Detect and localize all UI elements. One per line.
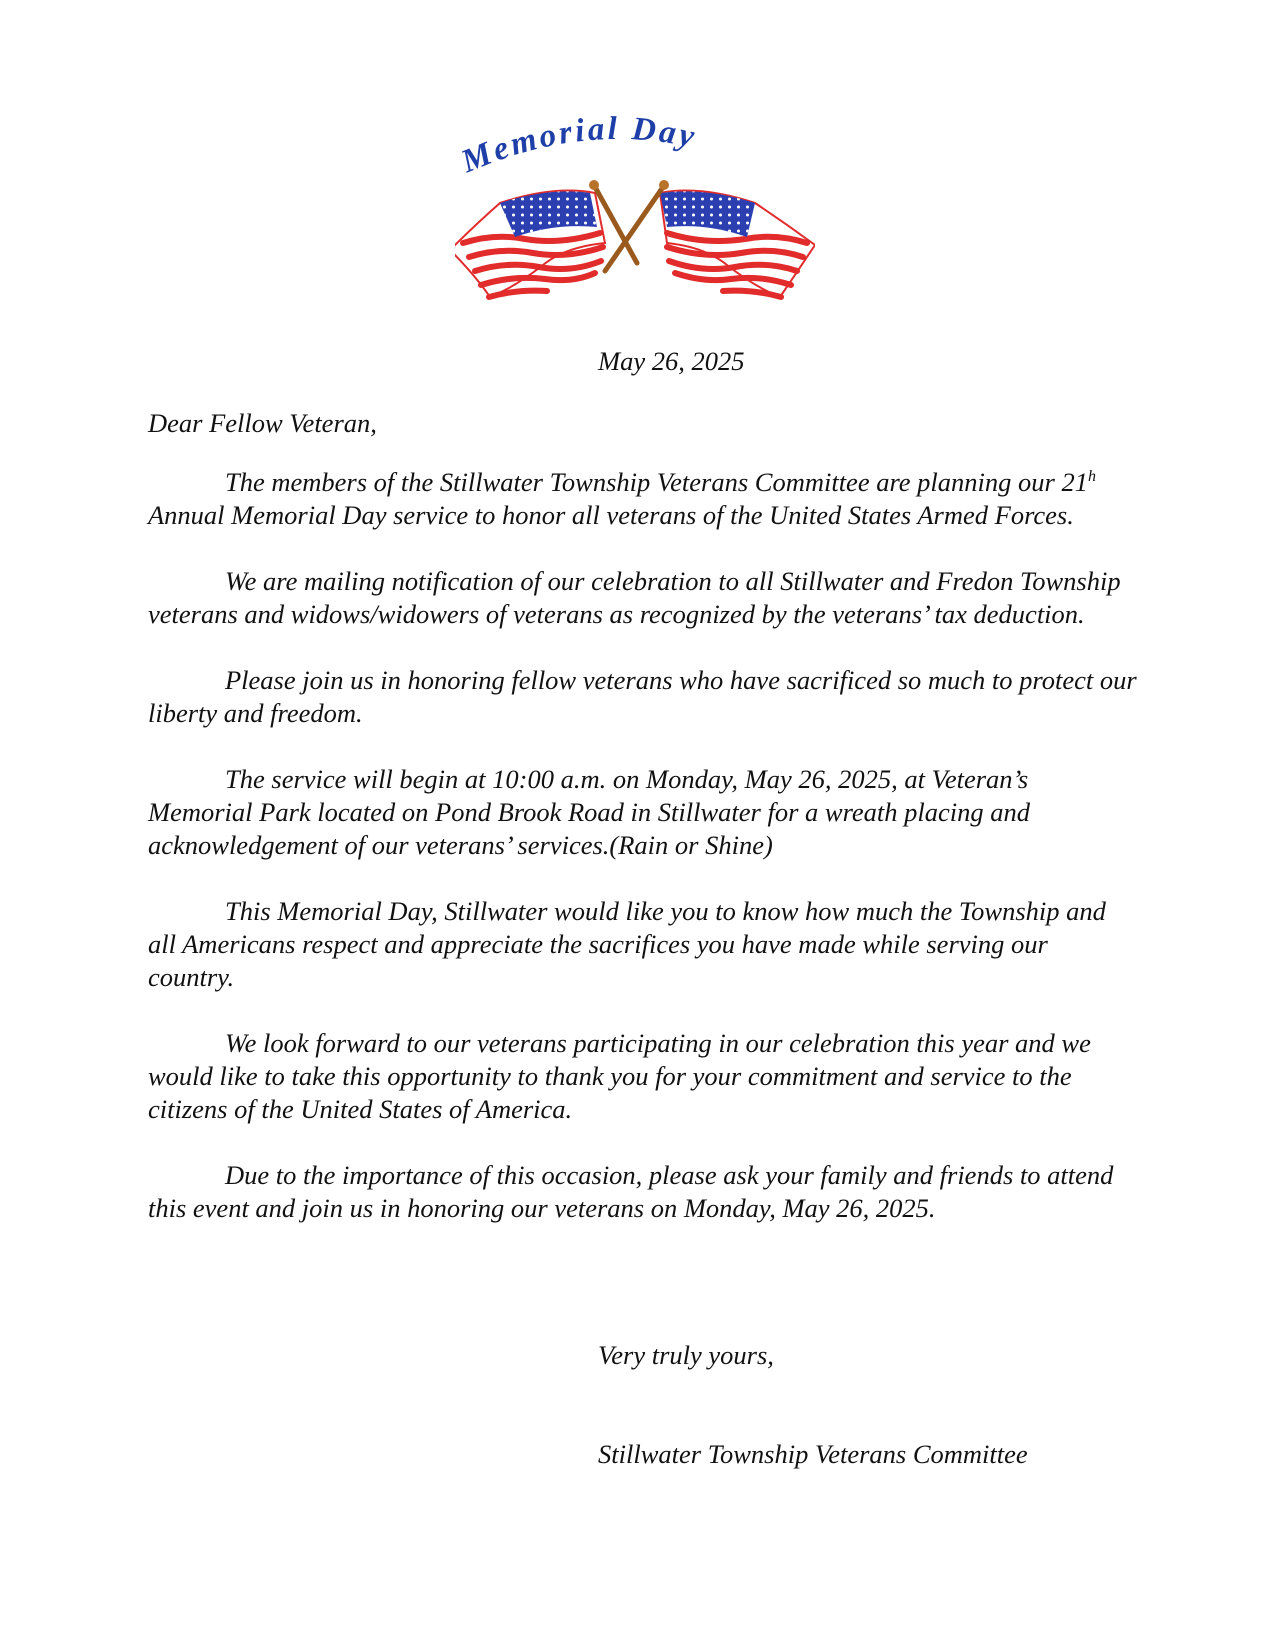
paragraph-respect: This Memorial Day, Stillwater would like you to know how much the Township and all Americans respect and appreciate the sacrifices you have made while serving our country. <box>148 896 1106 992</box>
left-flag-icon <box>455 191 605 297</box>
letter-signature: Stillwater Township Veterans Committee <box>598 1439 1028 1469</box>
right-flag-icon <box>660 191 815 297</box>
paragraph-service-details: The service will begin at 10:00 a.m. on Monday, May 26, 2025, at Veteran’s Memorial Park located on Pond Brook Road in Stillwater for a wreath placing and acknowledgement of our veterans’ services.(Rain or Shine) <box>148 764 1031 860</box>
paragraph-notification: We are mailing notification of our celebration to all Stillwater and Fredon Township veterans and widows/widowers of veterans as recognized by the veterans’ tax deduction. <box>148 566 1121 629</box>
letter-salutation: Dear Fellow Veteran, <box>148 408 377 438</box>
paragraph-thanks: We look forward to our veterans participating in our celebration this year and we would like to take this opportunity to thank you for your commitment and service to the citizens of the United States of America. <box>148 1028 1091 1124</box>
paragraph-planning: The members of the Stillwater Township Veterans Committee are planning our 21$^h$ Annual Memorial Day service to honor all veterans of the United States Armed Forces. <box>148 467 1096 530</box>
paragraph-join-us: Please join us in honoring fellow veterans who have sacrificed so much to protect our liberty and freedom. <box>148 665 1137 728</box>
left-pole-finial <box>589 180 599 190</box>
memorial-day-title: Memorial Day <box>456 115 701 181</box>
letter-closing: Very truly yours, <box>598 1340 774 1370</box>
memorial-day-flags-logo <box>455 115 815 320</box>
letter-body <box>148 466 1138 1258</box>
paragraph-invite-family: Due to the importance of this occasion, please ask your family and friends to attend this event and join us in honoring our veterans on Monday, May 26, 2025. <box>148 1160 1114 1223</box>
right-pole-finial <box>659 180 669 190</box>
letter-date: May 26, 2025 <box>598 346 745 376</box>
